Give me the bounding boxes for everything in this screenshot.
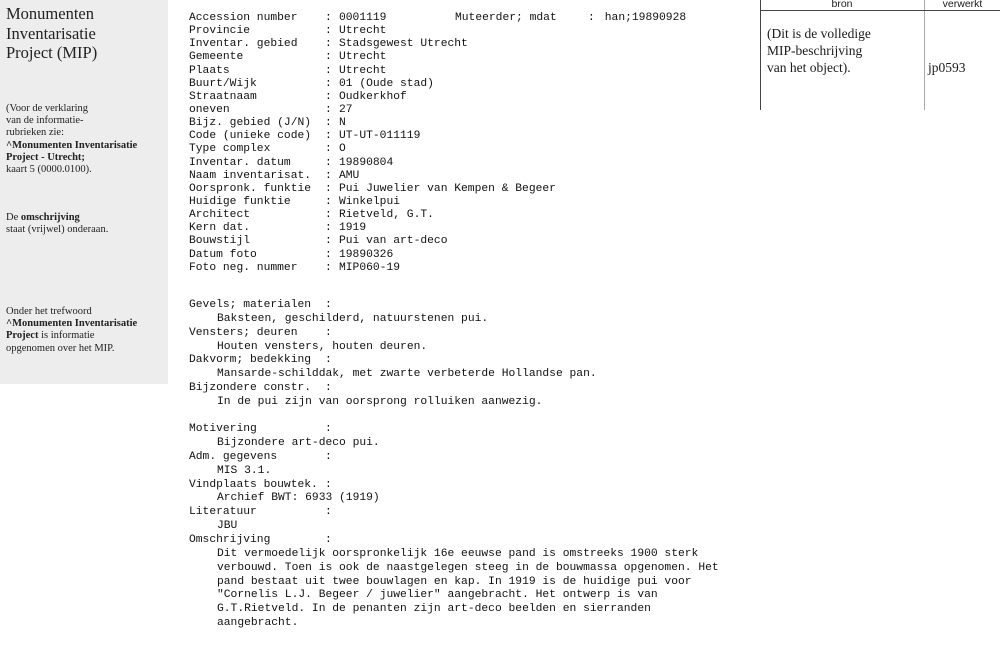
field-separator: :: [588, 12, 595, 24]
field-value: UT-UT-011119: [339, 130, 421, 143]
record-sections: [189, 299, 749, 631]
bron-text-line: MIP-beschrijving: [767, 42, 863, 58]
field-label: Huidige funktie: [189, 195, 291, 208]
note-link-mip[interactable]: ^Monumenten Inventarisatie: [6, 139, 138, 151]
field-separator: :: [325, 156, 332, 169]
field-value: Stadsgewest Utrecht: [339, 38, 468, 51]
sidebar-note-description: [6, 212, 166, 236]
field-label: Bouwstijl: [189, 235, 251, 248]
field-row: [189, 117, 749, 130]
section-label: Gevels; materialen: [189, 299, 312, 311]
field-row: [189, 143, 749, 156]
sidebar-title-line: Project (MIP): [6, 43, 98, 62]
section-text: Mansarde-schilddak, met zwarte verbeterde Hollandse pan.: [217, 368, 597, 381]
note-link-mip-project[interactable]: ^Monumenten Inventarisatie: [6, 318, 138, 330]
section-text: Baksteen, geschilderd, natuurstenen pui.: [217, 312, 489, 325]
field-value: Oudkerkhof: [339, 90, 407, 103]
bron-header: [760, 0, 1000, 11]
section-label: Omschrijving: [189, 534, 271, 546]
field-label: Inventar. datum: [189, 156, 291, 169]
field-separator: :: [325, 222, 332, 235]
section-text: MIS 3.1.: [217, 464, 272, 477]
note-line: opgenomen over het MIP.: [6, 342, 115, 354]
section-text: "Cornelis L.J. Begeer / juwelier" aangebracht. Het ontwerp is van: [217, 589, 658, 602]
sidebar-title-line: Monumenten: [6, 4, 94, 23]
field-value: 1919: [339, 222, 367, 235]
field-value: Utrecht: [339, 64, 387, 77]
field-row: [189, 209, 749, 222]
field-label: Plaats: [189, 64, 230, 77]
section-separator: :: [325, 450, 332, 463]
record-section: [189, 506, 749, 534]
field-label: Kern dat.: [189, 222, 251, 235]
field-separator: :: [325, 25, 332, 38]
field-separator: :: [325, 182, 332, 195]
field-row: [189, 222, 749, 235]
mutation-value: han;19890928: [604, 12, 687, 24]
sidebar-title: [6, 4, 166, 63]
sidebar-note-legend: [6, 103, 166, 176]
note-bold: omschrijving: [20, 212, 80, 223]
field-label: Oorspronk. funktie: [189, 182, 312, 195]
box-column-divider: [924, 0, 925, 110]
field-row: [189, 262, 749, 275]
field-row: [189, 65, 749, 78]
section-label: Dakvorm; bedekking: [189, 354, 312, 367]
section-heading: [189, 382, 749, 396]
section-heading: [189, 354, 749, 368]
record-section: [189, 299, 749, 327]
field-separator: :: [325, 103, 332, 116]
field-separator: :: [325, 90, 332, 103]
section-text: JBU: [217, 520, 238, 533]
field-value: 0001119: [339, 12, 387, 24]
sidebar-note-keyword: [6, 306, 166, 355]
field-value: AMU: [339, 169, 360, 182]
mutation-info: [455, 12, 686, 25]
field-label: Naam inventarisat.: [189, 169, 312, 182]
section-separator: :: [325, 478, 332, 491]
field-separator: :: [325, 209, 332, 222]
field-label: Straatnaam: [189, 90, 257, 103]
section-text: verbouwd. Toen is ook de naastgelegen steeg in de bouwmassa opgenomen. Het: [217, 561, 719, 574]
section-separator: :: [325, 534, 332, 546]
section-label: Motivering: [189, 423, 257, 436]
field-label: Bijz. gebied (J/N): [189, 117, 312, 130]
field-value: Utrecht: [339, 25, 387, 38]
section-text: Dit vermoedelijk oorspronkelijk 16e eeuwse pand is omstreeks 1900 sterk: [217, 547, 699, 560]
field-separator: :: [325, 235, 332, 248]
section-text: In de pui zijn van oorsprong rolluiken aanwezig.: [217, 395, 543, 408]
record-section: [189, 382, 749, 410]
section-heading: [189, 451, 749, 465]
field-row: [189, 183, 749, 196]
field-label: Type complex: [189, 143, 271, 156]
field-label: Buurt/Wijk: [189, 77, 257, 90]
section-separator: :: [325, 299, 332, 311]
section-heading: [189, 506, 749, 520]
field-separator: :: [325, 77, 332, 90]
section-separator: :: [325, 506, 332, 519]
field-value: Pui van art-deco: [339, 235, 448, 248]
field-row: [189, 235, 749, 248]
section-label: Adm. gegevens: [189, 450, 278, 463]
note-line: is informatie: [38, 330, 95, 342]
section-heading: [189, 479, 749, 493]
field-separator: :: [325, 38, 332, 51]
field-label: Gemeente: [189, 51, 244, 64]
bron-box: [760, 0, 1000, 110]
section-text: aangebracht.: [217, 617, 299, 630]
note-line: (Voor de verklaring: [6, 103, 89, 114]
section-heading: [189, 534, 749, 548]
field-value: MIP060-19: [339, 261, 401, 274]
section-separator: :: [325, 326, 332, 339]
record-section: [189, 534, 749, 631]
field-label: oneven: [189, 103, 230, 116]
note-line: van de informatie-: [6, 115, 84, 127]
note-line: Onder het trefwoord: [6, 306, 92, 317]
section-separator: :: [325, 423, 332, 436]
field-row: [189, 51, 749, 64]
field-label: Foto neg. nummer: [189, 261, 298, 274]
field-separator: :: [325, 12, 332, 24]
bron-text-line: (Dit is de volledige: [767, 26, 871, 41]
record-section: [189, 451, 749, 479]
field-value: O: [339, 143, 346, 156]
field-row: [189, 38, 749, 51]
section-label: Vensters; deuren: [189, 326, 298, 339]
field-separator: :: [325, 117, 332, 130]
bron-column-header: bron: [831, 0, 853, 10]
section-heading: [189, 327, 749, 341]
field-row: [189, 130, 749, 143]
bron-description: [767, 26, 917, 76]
field-row: [189, 78, 749, 91]
field-row: [189, 157, 749, 170]
record-section: [189, 479, 749, 507]
record-section: [189, 327, 749, 355]
bron-text-line: van het object).: [767, 59, 851, 75]
field-separator: :: [325, 64, 332, 77]
field-label: Code (unieke code): [189, 130, 312, 143]
info-sidebar: [0, 0, 168, 384]
field-row: [189, 170, 749, 183]
record-fields: [189, 12, 749, 275]
verwerkt-column-header: verwerkt: [942, 0, 983, 10]
note-line: rubrieken zie:: [6, 127, 65, 139]
section-text: Archief BWT: 6933 (1919): [217, 492, 380, 505]
section-text: Houten vensters, houten deuren.: [217, 340, 428, 353]
field-separator: :: [325, 248, 332, 261]
field-value: N: [339, 117, 346, 130]
field-value: 01 (Oude stad): [339, 77, 434, 90]
field-label: Inventar. gebied: [189, 38, 298, 51]
section-label: Literatuur: [189, 506, 257, 519]
section-text: pand bestaat uit twee bouwlagen en kap. In 1919 is de huidige pui voor: [217, 575, 692, 588]
note-link-utrecht[interactable]: Project - Utrecht;: [6, 151, 85, 163]
record-section: [189, 423, 749, 451]
field-value: 19890804: [339, 156, 394, 169]
section-heading: [189, 299, 749, 313]
field-label: Provincie: [189, 25, 251, 38]
note-bold: Project: [6, 330, 39, 342]
field-value: Utrecht: [339, 51, 387, 64]
section-separator: :: [325, 354, 332, 367]
note-line: staat (vrijwel) onderaan.: [6, 224, 109, 236]
field-separator: :: [325, 169, 332, 182]
record-section: [189, 354, 749, 382]
field-label: Accession number: [189, 12, 298, 24]
field-value: 27: [339, 103, 353, 116]
section-label: Bijzondere constr.: [189, 382, 312, 395]
note-line: kaart 5 (0000.0100).: [6, 164, 92, 176]
section-separator: :: [325, 382, 332, 395]
field-separator: :: [325, 130, 332, 143]
field-row: [189, 249, 749, 262]
field-value: 19890326: [339, 248, 394, 261]
section-heading: [189, 423, 749, 437]
verwerkt-code: jp0593: [928, 60, 966, 75]
field-row: [189, 104, 749, 117]
field-row: [189, 25, 749, 38]
field-label: Datum foto: [189, 248, 257, 261]
field-value: Rietveld, G.T.: [339, 209, 434, 222]
field-separator: :: [325, 195, 332, 208]
note-line: De: [6, 212, 21, 223]
field-value: Pui Juwelier van Kempen & Begeer: [339, 182, 556, 195]
field-label: Architect: [189, 209, 251, 222]
section-text: Bijzondere art-deco pui.: [217, 437, 380, 450]
field-row: [189, 91, 749, 104]
section-text: G.T.Rietveld. In de penanten zijn art-deco beelden en sierranden: [217, 603, 651, 616]
field-separator: :: [325, 261, 332, 274]
field-separator: :: [325, 143, 332, 156]
mutation-label: Muteerder; mdat: [455, 12, 557, 24]
sidebar-title-line: Inventarisatie: [6, 23, 96, 43]
field-value: Winkelpui: [339, 195, 401, 208]
box-border: [760, 0, 761, 110]
field-row: [189, 196, 749, 209]
field-separator: :: [325, 51, 332, 64]
section-label: Vindplaats bouwtek.: [189, 478, 318, 491]
